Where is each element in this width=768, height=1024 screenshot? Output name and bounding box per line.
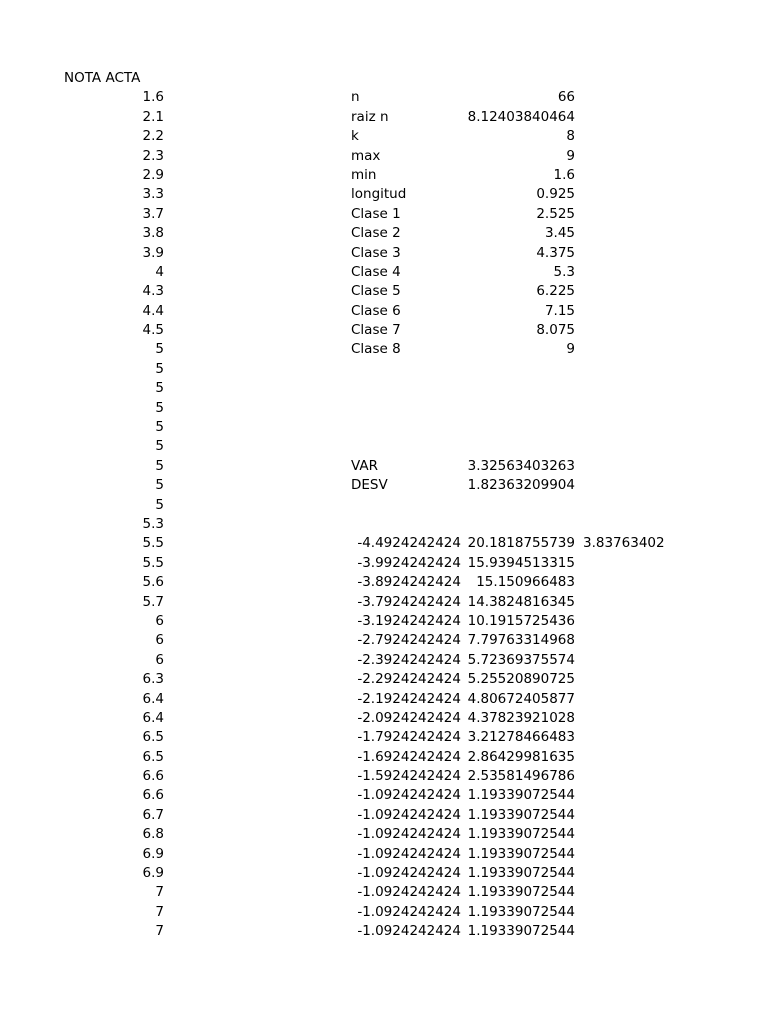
variance-block xyxy=(351,457,575,496)
squared-deviation-cell: 14.3824816345 xyxy=(467,593,575,610)
stat-row-label: Clase 5 xyxy=(351,283,401,300)
stat-row xyxy=(351,166,575,185)
stat-row-value: 66 xyxy=(557,89,575,106)
stat-row-label: Clase 4 xyxy=(351,263,401,280)
deviation-cell: -1.0924242424 xyxy=(357,806,461,823)
nota-cell: 6 xyxy=(155,632,164,649)
nota-cell: 5 xyxy=(155,380,164,397)
stat-row xyxy=(351,147,575,166)
stat-row-label: k xyxy=(351,128,359,145)
deviation-column xyxy=(351,534,461,941)
deviation-cell: -3.9924242424 xyxy=(357,554,461,571)
squared-deviation-cell: 1.19339072544 xyxy=(467,884,575,901)
nota-cell: 6 xyxy=(155,612,164,629)
nota-cell: 3.9 xyxy=(142,244,164,261)
squared-deviation-cell: 1.19339072544 xyxy=(467,903,575,920)
stat-row-label: n xyxy=(351,89,360,106)
variance-row xyxy=(351,457,575,476)
nota-cell: 5 xyxy=(155,360,164,377)
nota-cell: 3.7 xyxy=(142,205,164,222)
nota-cell: 5 xyxy=(155,457,164,474)
nota-cell: 6 xyxy=(155,651,164,668)
stat-row-value: 8.075 xyxy=(536,322,575,339)
nota-cell: 5 xyxy=(155,438,164,455)
deviation-cell: -1.5924242424 xyxy=(357,768,461,785)
squared-deviation-cell: 4.80672405877 xyxy=(467,690,575,707)
deviation-cell: -3.1924242424 xyxy=(357,612,461,629)
stat-row-value: 8.12403840464 xyxy=(467,108,575,125)
nota-cell: 6.9 xyxy=(142,845,164,862)
nota-cell: 5.5 xyxy=(142,535,164,552)
nota-column xyxy=(64,88,164,941)
squared-deviation-cell: 1.19339072544 xyxy=(467,826,575,843)
stat-row-label: Clase 1 xyxy=(351,205,401,222)
stat-row-label: min xyxy=(351,166,377,183)
nota-cell: 5 xyxy=(155,496,164,513)
squared-deviation-cell: 10.1915725436 xyxy=(467,612,575,629)
stat-row xyxy=(351,127,575,146)
stat-row xyxy=(351,282,575,301)
stat-row-value: 8 xyxy=(566,128,575,145)
nota-cell: 2.3 xyxy=(142,147,164,164)
stat-row-value: 6.225 xyxy=(536,283,575,300)
squared-deviation-cell: 3.21278466483 xyxy=(467,729,575,746)
stat-row-value: 9 xyxy=(566,341,575,358)
deviation-cell: -1.6924242424 xyxy=(357,748,461,765)
stat-row xyxy=(351,340,575,359)
stat-row-value: 2.525 xyxy=(536,205,575,222)
deviation-cell: -2.1924242424 xyxy=(357,690,461,707)
variance-row-value: 1.82363209904 xyxy=(467,477,575,494)
stat-row xyxy=(351,185,575,204)
nota-cell: 1.6 xyxy=(142,89,164,106)
stat-row-label: raiz n xyxy=(351,108,389,125)
stat-row-label: Clase 7 xyxy=(351,322,401,339)
nota-cell: 3.8 xyxy=(142,225,164,242)
deviation-cell: -4.4924242424 xyxy=(357,535,461,552)
stat-row xyxy=(351,263,575,282)
deviation-cell: -2.7924242424 xyxy=(357,632,461,649)
squared-deviation-cell: 1.19339072544 xyxy=(467,845,575,862)
nota-cell: 2.2 xyxy=(142,128,164,145)
deviation-cell: -1.7924242424 xyxy=(357,729,461,746)
stat-row-value: 9 xyxy=(566,147,575,164)
nota-cell: 6.8 xyxy=(142,826,164,843)
nota-cell: 6.5 xyxy=(142,748,164,765)
stat-row-value: 0.925 xyxy=(536,186,575,203)
stat-row xyxy=(351,321,575,340)
extra-value-cell: 3.83763402 xyxy=(583,535,665,552)
deviation-cell: -2.0924242424 xyxy=(357,709,461,726)
nota-cell: 6.3 xyxy=(142,671,164,688)
stat-row-label: Clase 6 xyxy=(351,302,401,319)
stat-row-value: 3.45 xyxy=(544,225,575,242)
squared-deviation-cell: 1.19339072544 xyxy=(467,806,575,823)
squared-deviation-cell: 1.19339072544 xyxy=(467,865,575,882)
squared-deviation-cell: 7.79763314968 xyxy=(467,632,575,649)
stat-row xyxy=(351,205,575,224)
stat-row xyxy=(351,302,575,321)
squared-deviation-cell: 15.150966483 xyxy=(476,574,575,591)
squared-deviation-cell: 4.37823921028 xyxy=(467,709,575,726)
stat-row-label: Clase 2 xyxy=(351,225,401,242)
nota-cell: 5 xyxy=(155,419,164,436)
nota-cell: 6.4 xyxy=(142,690,164,707)
nota-cell: 6.6 xyxy=(142,768,164,785)
stat-row xyxy=(351,224,575,243)
variance-row-label: DESV xyxy=(351,477,388,494)
deviation-cell: -1.0924242424 xyxy=(357,923,461,940)
squared-deviation-cell: 2.86429981635 xyxy=(467,748,575,765)
stat-row-label: max xyxy=(351,147,381,164)
deviation-cell: -3.7924242424 xyxy=(357,593,461,610)
squared-deviation-cell: 15.9394513315 xyxy=(467,554,575,571)
squared-deviation-column xyxy=(463,534,575,941)
variance-row-value: 3.32563403263 xyxy=(467,457,575,474)
squared-deviation-cell: 2.53581496786 xyxy=(467,768,575,785)
nota-cell: 7 xyxy=(155,923,164,940)
variance-row-label: VAR xyxy=(351,457,378,474)
nota-cell: 6.6 xyxy=(142,787,164,804)
nota-cell: 6.4 xyxy=(142,709,164,726)
nota-cell: 6.5 xyxy=(142,729,164,746)
nota-cell: 3.3 xyxy=(142,186,164,203)
deviation-cell: -1.0924242424 xyxy=(357,865,461,882)
nota-cell: 5 xyxy=(155,477,164,494)
stat-row-value: 1.6 xyxy=(553,166,575,183)
nota-cell: 5.7 xyxy=(142,593,164,610)
nota-cell: 5 xyxy=(155,399,164,416)
variance-row xyxy=(351,476,575,495)
stat-row-label: longitud xyxy=(351,186,407,203)
column-header-nota-acta: NOTA ACTA xyxy=(64,70,141,86)
deviation-cell: -2.2924242424 xyxy=(357,671,461,688)
nota-cell: 5.6 xyxy=(142,574,164,591)
nota-cell: 5 xyxy=(155,341,164,358)
deviation-cell: -1.0924242424 xyxy=(357,884,461,901)
nota-cell: 2.9 xyxy=(142,166,164,183)
stat-row-value: 5.3 xyxy=(553,263,575,280)
nota-cell: 4.5 xyxy=(142,322,164,339)
nota-cell: 2.1 xyxy=(142,108,164,125)
squared-deviation-cell: 5.25520890725 xyxy=(467,671,575,688)
stat-row xyxy=(351,244,575,263)
nota-cell: 7 xyxy=(155,884,164,901)
deviation-cell: -1.0924242424 xyxy=(357,826,461,843)
squared-deviation-cell: 5.72369375574 xyxy=(467,651,575,668)
stat-row-label: Clase 8 xyxy=(351,341,401,358)
nota-cell: 5.5 xyxy=(142,554,164,571)
nota-cell: 5.3 xyxy=(142,515,164,532)
nota-cell: 6.9 xyxy=(142,865,164,882)
deviation-cell: -2.3924242424 xyxy=(357,651,461,668)
stat-row-value: 4.375 xyxy=(536,244,575,261)
deviation-cell: -1.0924242424 xyxy=(357,787,461,804)
stat-row xyxy=(351,108,575,127)
deviation-cell: -1.0924242424 xyxy=(357,845,461,862)
deviation-cell: -1.0924242424 xyxy=(357,903,461,920)
squared-deviation-cell: 1.19339072544 xyxy=(467,923,575,940)
nota-cell: 4.3 xyxy=(142,283,164,300)
nota-cell: 7 xyxy=(155,903,164,920)
stat-row-label: Clase 3 xyxy=(351,244,401,261)
nota-cell: 6.7 xyxy=(142,806,164,823)
nota-cell: 4 xyxy=(155,263,164,280)
stat-row-value: 7.15 xyxy=(544,302,575,319)
deviation-cell: -3.8924242424 xyxy=(357,574,461,591)
nota-cell: 4.4 xyxy=(142,302,164,319)
stats-block xyxy=(351,88,575,359)
stat-row xyxy=(351,88,575,107)
squared-deviation-cell: 1.19339072544 xyxy=(467,787,575,804)
squared-deviation-cell: 20.1818755739 xyxy=(467,535,575,552)
